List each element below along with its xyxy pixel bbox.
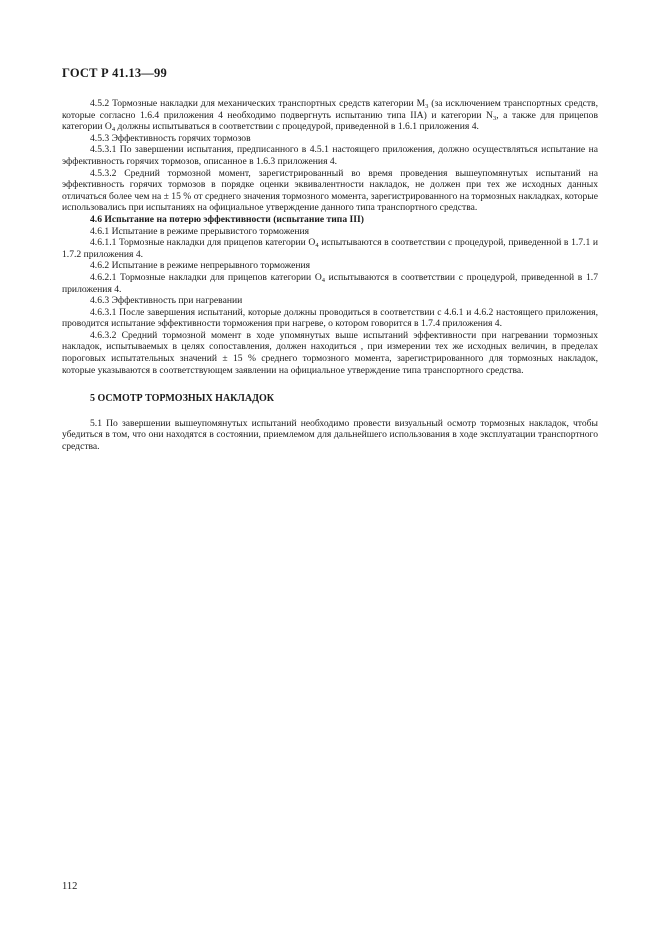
paragraph-4-6-2-1: 4.6.2.1 Тормозные накладки для прицепов категории $O_4$ испытываются в соответствии с процедурой, приведенной в 1.7 приложения 4. bbox=[62, 271, 599, 295]
subsection-heading-4-6: 4.6 Испытание на потерю эффективности (испытание типа III) bbox=[90, 213, 364, 225]
document-body bbox=[62, 98, 598, 453]
page-number: 112 bbox=[62, 881, 78, 892]
paragraph-4-5-3-1: 4.5.3.1 По завершении испытания, предписанного в 4.5.1 настоящего приложения, должно осуществляться испытание на эффективность горячих тормозов, описанное в 1.6.3 приложения 4. bbox=[62, 144, 598, 167]
paragraph-4-6-3-2: 4.6.3.2 Средний тормозной момент в ходе упомянутых выше испытаний эффективности при нагревании тормозных накладок, испытываемых в целях сопоставления, должен находиться , при измерении тех же исходных величин, в пределах пороговых испытательных значений ± 15 % среднего тормозного момента, зарегистрированного для тормозных накладок, которые указываются в соответствующем заявлении на официальное утверждение типа транспортного средства. bbox=[62, 329, 598, 376]
document-header: ГОСТ Р 41.13—99 bbox=[62, 66, 167, 80]
paragraph-4-6-3-1: 4.6.3.1 После завершения испытаний, которые должны проводиться в соответствии с 4.6.1 и 4.6.2 настоящего приложения, проводится испытание эффективности торможения при нагреве, о котором говорится в 1.7.4 приложения 4. bbox=[62, 306, 598, 330]
paragraph-4-6-2: 4.6.2 Испытание в режиме непрерывного торможения bbox=[90, 260, 311, 272]
paragraph-4-6-1-1: 4.6.1.1 Тормозные накладки для прицепов категории $O_4$ испытываются в соответствии с процедурой, приведенной в 1.7.1 и 1.7.2 приложения 4. bbox=[62, 237, 598, 260]
section-5-heading: 5 ОСМОТР ТОРМОЗНЫХ НАКЛАДОК bbox=[90, 393, 274, 405]
paragraph-4-6-3: 4.6.3 Эффективность при нагревании bbox=[90, 295, 243, 307]
paragraph-4-5-2: 4.5.2 Тормозные накладки для механических транспортных средств категории $М_3$ (за исключением транспортных средств, которые согласно 1.6.4 приложения 4 необходимо подвергнуть испытанию типа IIA) и категории $N_3$, а также для прицепов категории $O_4$ должны испытываться в соответствии с процедурой, приведенной в 1.6.1 приложения 4. bbox=[62, 98, 598, 134]
paragraph-5-1: 5.1 По завершении вышеупомянутых испытаний необходимо провести визуальный осмотр тормозных накладок, чтобы убедиться в том, что они находятся в состоянии, приемлемом для дальнейшего использования в ходе эксплуатации транспортного средства. bbox=[62, 417, 598, 453]
paragraph-4-6-1: 4.6.1 Испытание в режиме прерывистого торможения bbox=[90, 225, 310, 237]
paragraph-4-5-3-2: 4.5.3.2 Средний тормозной момент, зарегистрированный во время проведения вышеупомянутых испытаний на эффективность горячих тормозов в порядке оценки эквивалентности накладок, не должен при тех же исходных данных отличаться более чем на ± 15 % от среднего значения тормозного момента, зарегистрированного на тормозных накладках, которые использовались при испытаниях на официальное утверждение данного типа транспортного средства. bbox=[62, 167, 598, 214]
paragraph-4-5-3: 4.5.3 Эффективность горячих тормозов bbox=[90, 132, 251, 144]
